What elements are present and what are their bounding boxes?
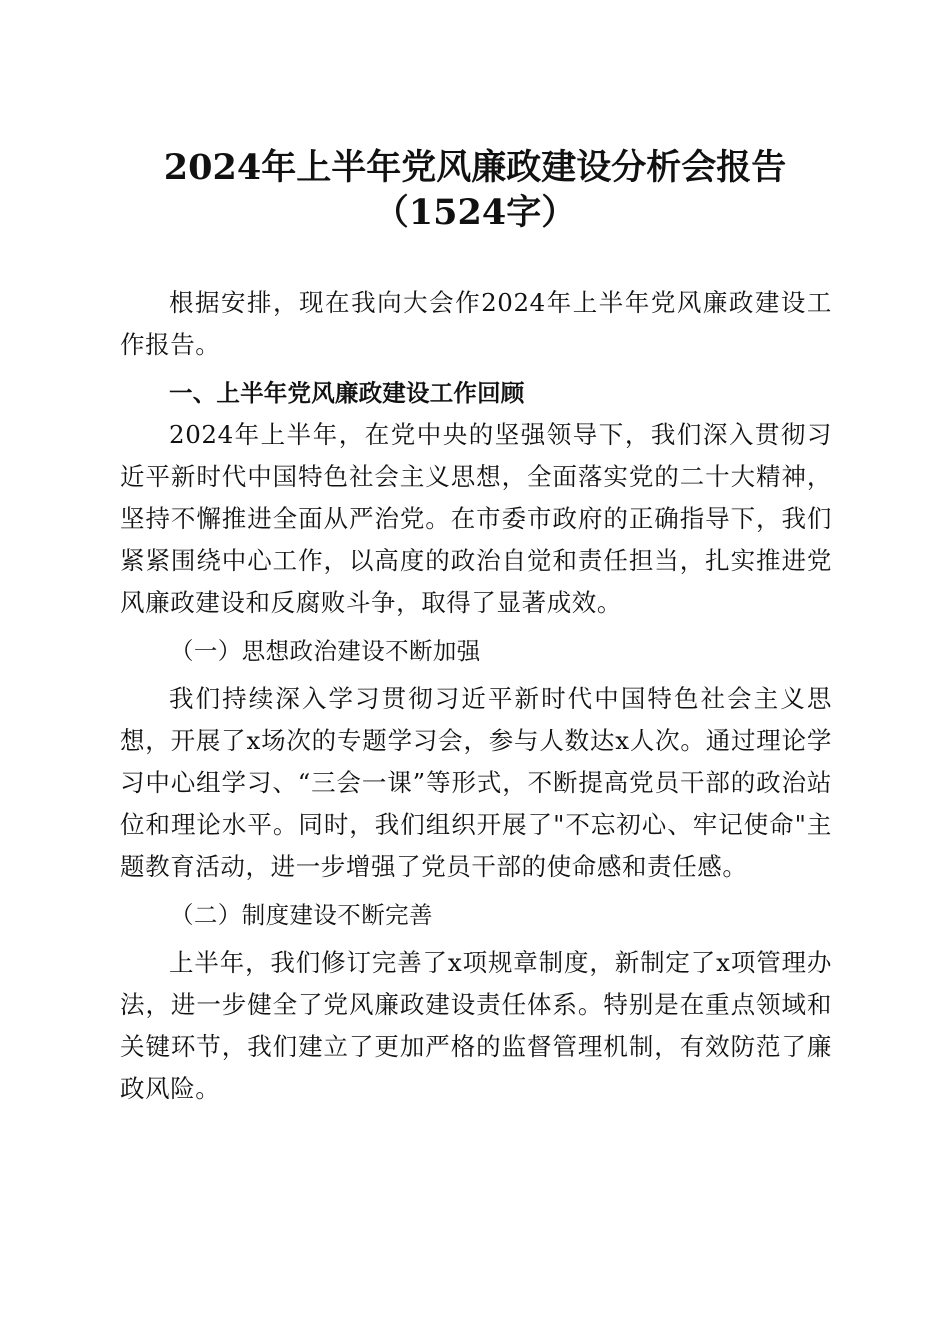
section-heading-1: 一、上半年党风廉政建设工作回顾 [169,379,525,407]
document-body [120,282,832,1110]
document-title: 2024年上半年党风廉政建设分析会报告 [163,147,787,188]
subsection-2-paragraph: 上半年，我们修订完善了x项规章制度，新制定了x项管理办法，进一步健全了党风廉政建设责任体系。特别是在重点领域和关键环节，我们建立了更加严格的监督管理机制，有效防范了廉政风险。 [120,948,832,1103]
subsection-1-paragraph: 我们持续深入学习贯彻习近平新时代中国特色社会主义思想，开展了x场次的专题学习会，参与人数达x人次。通过理论学习中心组学习、“三会一课”等形式，不断提高党员干部的政治站位和理论水平。同时，我们组织开展了"不忘初心、牢记使命"主题教育活动，进一步增强了党员干部的使命感和责任感。 [120,684,832,881]
section-1-paragraph: 2024年上半年，在党中央的坚强领导下，我们深入贯彻习近平新时代中国特色社会主义思想，全面落实党的二十大精神，坚持不懈推进全面从严治党。在市委市政府的正确指导下，我们紧紧围绕中心工作，以高度的政治自觉和责任担当，扎实推进党风廉政建设和反腐败斗争，取得了显著成效。 [120,420,832,617]
subsection-heading-2: （二）制度建设不断完善 [170,901,433,929]
subsection-heading-1: （一）思想政治建设不断加强 [170,637,481,665]
document-word-count: （1524字） [373,192,577,233]
intro-paragraph: 根据安排，现在我向大会作2024年上半年党风廉政建设工作报告。 [120,288,832,359]
